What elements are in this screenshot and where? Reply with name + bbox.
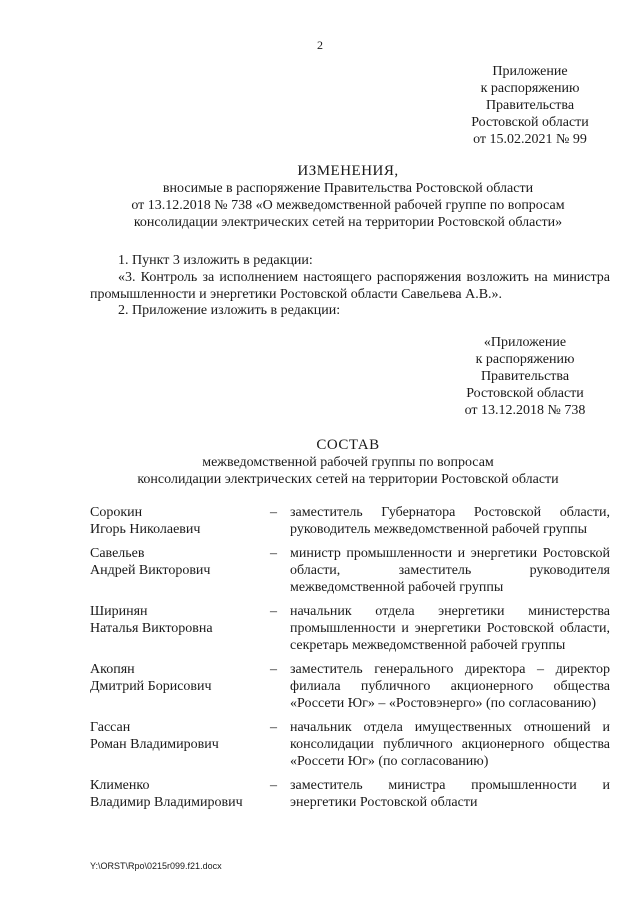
member-surname: Ширинян [90,604,148,619]
approval-line: Правительства [485,98,575,113]
file-path-footer: Y:\ORST\Rpo\0215r099.f21.docx [90,861,222,871]
member-dash: – [270,662,277,677]
member-given-name: Игорь Николаевич [90,522,201,537]
member-dash: – [270,720,277,735]
member-given-name: Наталья Викторовна [90,621,213,636]
approval-line: Правительства [480,369,570,384]
approval-line: к распоряжению [475,352,575,367]
member-given-name: Дмитрий Борисович [90,679,212,694]
member-row [90,719,610,770]
approval-stamp-inner [440,334,610,419]
changes-subtitle-line: консолидации электрических сетей на территории Ростовской области» [133,215,563,230]
member-name [90,603,270,654]
changes-heading: ИЗМЕНЕНИЯ, [297,163,399,179]
member-name [90,545,270,596]
member-dash: – [270,604,277,619]
composition-title [88,436,608,488]
member-given-name: Андрей Викторович [90,563,211,578]
member-position: начальник отдела имущественных отношений и консолидации публичного акционерного общества «Россети Юг» (по согласованию) [290,720,610,769]
member-row [90,545,610,596]
member-given-name: Роман Владимирович [90,737,219,752]
item-2-heading: 2. Приложение изложить в редакции: [118,303,341,318]
item-1-heading: 1. Пункт 3 изложить в редакции: [118,253,313,268]
approval-line: Приложение [492,64,568,79]
member-position: заместитель министра промышленности и энергетики Ростовской области [290,778,610,810]
composition-subtitle-line: межведомственной рабочей группы по вопросам [202,455,494,470]
member-row [90,661,610,712]
composition-subtitle-line: консолидации электрических сетей на территории Ростовской области [137,472,559,487]
member-surname: Савельев [90,546,145,561]
member-name [90,661,270,712]
member-surname: Клименко [90,778,150,793]
item-1-text: «3. Контроль за исполнением настоящего распоряжения возложить на министра промышленности и энергетики Ростовской области Савельева А.В.». [90,270,610,302]
member-position: министр промышленности и энергетики Ростовской области, заместитель руководителя межведомственной рабочей группы [290,546,610,595]
changes-subtitle-line: от 13.12.2018 № 738 «О межведомственной рабочей группе по вопросам [131,198,565,213]
approval-line: Ростовской области [471,115,589,130]
approval-line: Ростовской области [466,386,584,401]
member-row [90,777,610,811]
member-name [90,719,270,770]
member-name [90,777,270,811]
member-surname: Акопян [90,662,135,677]
member-position: начальник отдела энергетики министерства промышленности и энергетики Ростовской области, секретарь межведомственной рабочей группы [290,604,610,653]
member-dash: – [270,505,277,520]
member-surname: Гассан [90,720,131,735]
approval-line: к распоряжению [480,81,580,96]
approval-line: «Приложение [483,335,567,350]
members-list [90,504,610,818]
approval-line: от 13.12.2018 № 738 [464,403,586,418]
member-row [90,504,610,538]
composition-heading: СОСТАВ [316,437,380,453]
approval-stamp-top [450,63,610,148]
member-position: заместитель генерального директора – директор филиала публичного акционерного общества «Россети Юг» – «Ростовэнерго» (по согласованию) [290,662,610,711]
member-dash: – [270,778,277,793]
approval-line: от 15.02.2021 № 99 [473,132,587,147]
member-name [90,504,270,538]
changes-title [88,162,608,231]
member-surname: Сорокин [90,505,143,520]
member-row [90,603,610,654]
changes-subtitle-line: вносимые в распоряжение Правительства Ростовской области [162,181,534,196]
member-position: заместитель Губернатора Ростовской области, руководитель межведомственной рабочей группы [290,505,610,537]
member-dash: – [270,546,277,561]
page-number: 2 [317,38,323,52]
member-given-name: Владимир Владимирович [90,795,243,810]
